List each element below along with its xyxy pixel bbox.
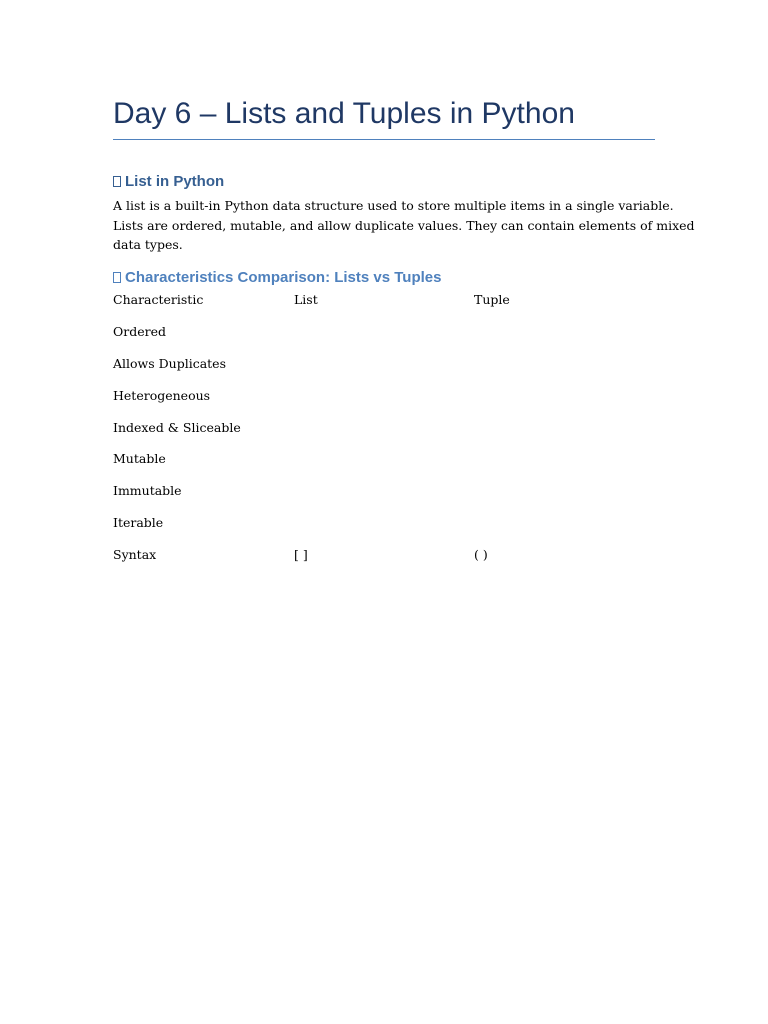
table-row: [113, 449, 655, 481]
column-header-characteristic: Characteristic: [113, 292, 204, 307]
table-row: [113, 418, 655, 450]
characteristic-cell: Syntax: [113, 547, 157, 563]
missing-glyph-icon: [113, 176, 121, 187]
page-title: Day 6 – Lists and Tuples in Python: [113, 97, 575, 130]
paragraph-line: data types.: [113, 237, 183, 252]
table-row: [113, 545, 655, 577]
characteristic-cell: Allows Duplicates: [113, 355, 226, 371]
list-cell: [ ]: [294, 547, 308, 563]
characteristic-cell: Mutable: [113, 451, 166, 467]
section-heading-text: List in Python: [125, 173, 225, 190]
characteristic-cell: Heterogeneous: [113, 387, 211, 403]
comparison-table: [113, 290, 655, 577]
table-row: [113, 386, 655, 418]
table-header-row: [113, 290, 655, 322]
section-heading-characteristics-comparison: [113, 268, 442, 288]
table-row: [113, 322, 655, 354]
list-description-paragraph: [113, 196, 695, 255]
paragraph-line: Lists are ordered, mutable, and allow duplicate values. They can contain elements of mixed: [113, 217, 695, 233]
table-row: [113, 481, 655, 513]
column-header-tuple: Tuple: [474, 292, 510, 307]
table-row: [113, 513, 655, 545]
table-row: [113, 354, 655, 386]
characteristic-cell: Indexed & Sliceable: [113, 419, 241, 435]
characteristic-cell: Immutable: [113, 483, 182, 499]
characteristic-cell: Ordered: [113, 323, 166, 339]
title-underline-rule: [113, 139, 655, 140]
characteristic-cell: Iterable: [113, 515, 164, 531]
column-header-list: List: [294, 292, 318, 307]
missing-glyph-icon: [113, 272, 121, 283]
section-heading-list-in-python: [113, 172, 224, 192]
paragraph-line: A list is a built-in Python data structure used to store multiple items in a single variable.: [113, 198, 674, 213]
section-heading-text: Characteristics Comparison: Lists vs Tuples: [125, 269, 442, 286]
tuple-cell: ( ): [474, 547, 488, 563]
